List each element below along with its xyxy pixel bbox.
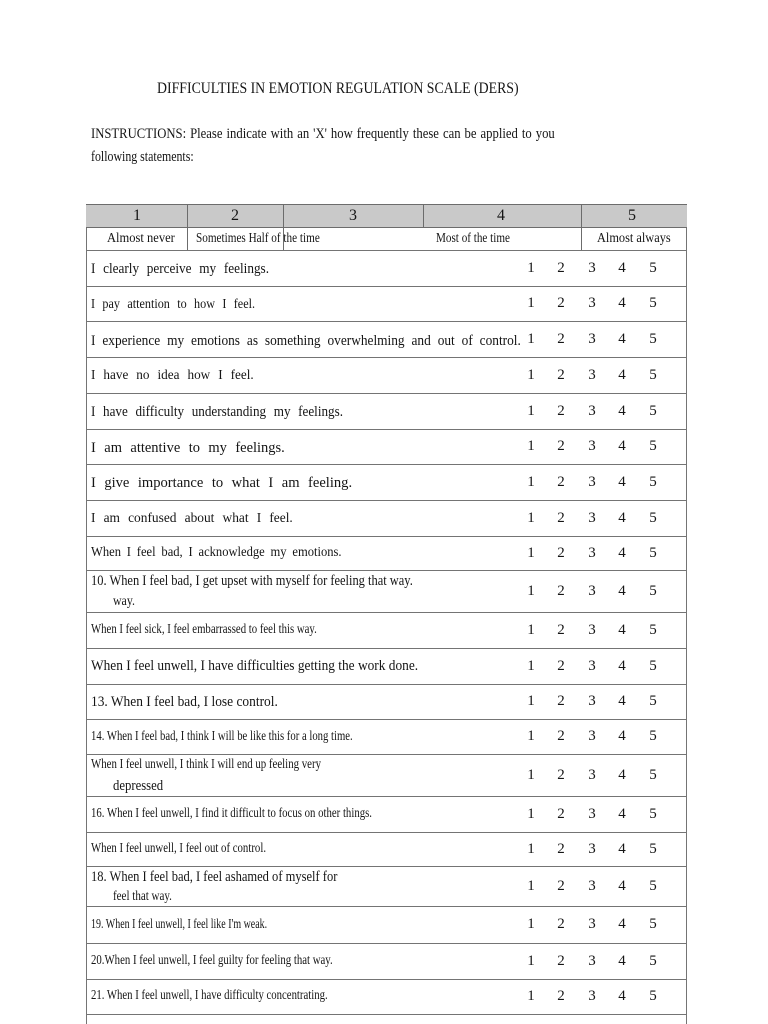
rating-option-2: 2 bbox=[557, 877, 565, 894]
scale-number-1: 1 bbox=[133, 207, 141, 224]
rating-option-1: 1 bbox=[527, 728, 535, 744]
rating-option-2: 2 bbox=[557, 259, 565, 276]
rating-option-5: 5 bbox=[649, 988, 657, 1004]
rating-option-2: 2 bbox=[557, 805, 565, 822]
rating-option-5: 5 bbox=[649, 805, 657, 822]
rating-option-5: 5 bbox=[649, 544, 657, 561]
rating-option-4: 4 bbox=[618, 509, 626, 526]
rating-option-4: 4 bbox=[618, 728, 626, 744]
rating-option-1: 1 bbox=[527, 952, 535, 969]
statement-row bbox=[86, 943, 687, 979]
rating-option-2: 2 bbox=[557, 952, 565, 969]
rating-option-2: 2 bbox=[557, 366, 565, 383]
statement-text: I clearly perceive my feelings. bbox=[91, 260, 270, 277]
statement-row bbox=[86, 832, 687, 866]
statement-text: 21. When I feel unwell, I have difficulty concentrating. bbox=[91, 988, 328, 1003]
rating-option-1: 1 bbox=[527, 693, 535, 709]
rating-option-3: 3 bbox=[588, 402, 596, 419]
rating-option-1: 1 bbox=[527, 621, 535, 638]
statement-row bbox=[86, 429, 687, 464]
scale-number-5: 5 bbox=[628, 207, 636, 224]
rating-option-1: 1 bbox=[527, 438, 535, 454]
statement-text: I experience my emotions as something overwhelming and out of control. bbox=[91, 332, 521, 349]
rating-option-2: 2 bbox=[557, 988, 565, 1004]
rating-option-2: 2 bbox=[557, 402, 565, 419]
rating-option-2: 2 bbox=[557, 621, 565, 638]
rating-option-1: 1 bbox=[527, 259, 535, 276]
table-row-continued bbox=[86, 1014, 687, 1024]
rating-option-3: 3 bbox=[588, 295, 596, 311]
scale-number-4: 4 bbox=[497, 207, 505, 224]
rating-option-3: 3 bbox=[588, 473, 596, 490]
rating-option-5: 5 bbox=[649, 402, 657, 419]
statement-text: 14. When I feel bad, I think I will be like this for a long time. bbox=[91, 729, 353, 744]
rating-option-1: 1 bbox=[527, 330, 535, 347]
statement-row bbox=[86, 648, 687, 684]
statement-row bbox=[86, 796, 687, 832]
scale-number-row bbox=[86, 204, 687, 228]
statement-text: I give importance to what I am feeling. bbox=[91, 474, 353, 491]
rating-option-2: 2 bbox=[557, 295, 565, 311]
statement-row bbox=[86, 500, 687, 536]
rating-option-3: 3 bbox=[588, 544, 596, 561]
rating-option-1: 1 bbox=[527, 766, 535, 783]
rating-option-3: 3 bbox=[588, 582, 596, 599]
rating-option-4: 4 bbox=[618, 877, 626, 894]
rating-option-1: 1 bbox=[527, 582, 535, 599]
column-divider bbox=[423, 204, 424, 227]
rating-option-4: 4 bbox=[618, 766, 626, 783]
rating-option-4: 4 bbox=[618, 988, 626, 1004]
rating-option-5: 5 bbox=[649, 766, 657, 783]
rating-option-2: 2 bbox=[557, 766, 565, 783]
rating-option-1: 1 bbox=[527, 877, 535, 894]
rating-option-5: 5 bbox=[649, 366, 657, 383]
column-divider bbox=[187, 204, 188, 250]
rating-option-4: 4 bbox=[618, 438, 626, 454]
rating-option-5: 5 bbox=[649, 259, 657, 276]
statement-row bbox=[86, 250, 687, 286]
rating-option-3: 3 bbox=[588, 988, 596, 1004]
rating-option-5: 5 bbox=[649, 473, 657, 490]
scale-label-almost-always: Almost always bbox=[597, 231, 671, 246]
statement-row bbox=[86, 286, 687, 321]
rating-option-5: 5 bbox=[649, 840, 657, 857]
rating-option-4: 4 bbox=[618, 916, 626, 932]
statement-text: I am attentive to my feelings. bbox=[91, 439, 285, 456]
statement-text-continued: depressed bbox=[113, 777, 164, 794]
rating-option-3: 3 bbox=[588, 438, 596, 454]
statement-text: When I feel bad, I acknowledge my emotions. bbox=[91, 545, 342, 560]
statement-text: I have no idea how I feel. bbox=[91, 368, 254, 383]
statement-row bbox=[86, 536, 687, 570]
rating-option-2: 2 bbox=[557, 438, 565, 454]
rating-option-3: 3 bbox=[588, 877, 596, 894]
rating-option-5: 5 bbox=[649, 330, 657, 347]
statement-row bbox=[86, 570, 687, 612]
scale-number-3: 3 bbox=[349, 207, 357, 224]
statement-text: 20.When I feel unwell, I feel guilty for feeling that way. bbox=[91, 953, 333, 968]
rating-option-2: 2 bbox=[557, 728, 565, 744]
rating-option-2: 2 bbox=[557, 330, 565, 347]
rating-option-2: 2 bbox=[557, 916, 565, 932]
statement-row bbox=[86, 754, 687, 796]
rating-option-3: 3 bbox=[588, 693, 596, 709]
rating-option-1: 1 bbox=[527, 366, 535, 383]
statement-text: When I feel unwell, I think I will end up feeling very bbox=[91, 757, 322, 772]
statement-row bbox=[86, 612, 687, 648]
rating-option-1: 1 bbox=[527, 840, 535, 857]
rating-option-5: 5 bbox=[649, 693, 657, 709]
rating-option-1: 1 bbox=[527, 509, 535, 526]
rating-option-5: 5 bbox=[649, 621, 657, 638]
statement-row bbox=[86, 719, 687, 754]
rating-option-5: 5 bbox=[649, 877, 657, 894]
rating-option-4: 4 bbox=[618, 582, 626, 599]
statement-text: When I feel unwell, I feel out of control. bbox=[91, 841, 267, 856]
statement-text: When I feel unwell, I have difficulties getting the work done. bbox=[91, 657, 419, 674]
rating-option-2: 2 bbox=[557, 693, 565, 709]
statement-row bbox=[86, 979, 687, 1014]
column-divider bbox=[581, 204, 582, 250]
rating-option-4: 4 bbox=[618, 402, 626, 419]
rating-option-4: 4 bbox=[618, 366, 626, 383]
rating-option-3: 3 bbox=[588, 916, 596, 932]
statement-text-continued: feel that way. bbox=[113, 889, 172, 904]
statement-row bbox=[86, 906, 687, 943]
statement-text: 13. When I feel bad, I lose control. bbox=[91, 693, 278, 710]
rating-option-3: 3 bbox=[588, 657, 596, 674]
rating-option-5: 5 bbox=[649, 582, 657, 599]
rating-option-4: 4 bbox=[618, 693, 626, 709]
statement-text: I pay attention to how I feel. bbox=[91, 297, 256, 312]
scale-label-almost-never: Almost never bbox=[107, 231, 175, 246]
statement-text: 16. When I feel unwell, I find it difficult to focus on other things. bbox=[91, 806, 372, 821]
rating-option-2: 2 bbox=[557, 657, 565, 674]
rating-option-1: 1 bbox=[527, 402, 535, 419]
instructions-line-1: INSTRUCTIONS: Please indicate with an 'X' how frequently these can be applied to you bbox=[91, 126, 555, 142]
statement-row bbox=[86, 866, 687, 906]
statement-row bbox=[86, 321, 687, 357]
rating-option-5: 5 bbox=[649, 952, 657, 969]
rating-option-4: 4 bbox=[618, 952, 626, 969]
scale-label-most-of-the-time: Most of the time bbox=[436, 231, 510, 246]
rating-option-5: 5 bbox=[649, 295, 657, 311]
scale-label-sometimes: Sometimes Half of the time bbox=[196, 231, 320, 246]
rating-option-1: 1 bbox=[527, 295, 535, 311]
rating-option-4: 4 bbox=[618, 805, 626, 822]
statement-row bbox=[86, 393, 687, 429]
rating-option-3: 3 bbox=[588, 952, 596, 969]
statement-text: When I feel sick, I feel embarrassed to feel this way. bbox=[91, 622, 317, 637]
statement-row bbox=[86, 357, 687, 393]
rating-option-1: 1 bbox=[527, 473, 535, 490]
rating-option-4: 4 bbox=[618, 259, 626, 276]
rating-option-4: 4 bbox=[618, 330, 626, 347]
statement-text: I have difficulty understanding my feelings. bbox=[91, 403, 343, 420]
instructions-line-2: following statements: bbox=[91, 149, 194, 165]
rating-option-2: 2 bbox=[557, 473, 565, 490]
rating-option-2: 2 bbox=[557, 840, 565, 857]
scale-number-2: 2 bbox=[231, 207, 239, 224]
rating-option-5: 5 bbox=[649, 438, 657, 454]
rating-option-4: 4 bbox=[618, 621, 626, 638]
rating-option-3: 3 bbox=[588, 509, 596, 526]
rating-option-5: 5 bbox=[649, 728, 657, 744]
rating-option-1: 1 bbox=[527, 916, 535, 932]
rating-option-2: 2 bbox=[557, 509, 565, 526]
statement-text: I am confused about what I feel. bbox=[91, 511, 293, 526]
rating-option-3: 3 bbox=[588, 621, 596, 638]
rating-option-3: 3 bbox=[588, 366, 596, 383]
rating-option-3: 3 bbox=[588, 259, 596, 276]
rating-option-5: 5 bbox=[649, 509, 657, 526]
document-title: DIFFICULTIES IN EMOTION REGULATION SCALE (DERS) bbox=[157, 80, 519, 97]
rating-option-3: 3 bbox=[588, 840, 596, 857]
rating-option-5: 5 bbox=[649, 657, 657, 674]
statement-row bbox=[86, 684, 687, 719]
statement-row bbox=[86, 464, 687, 500]
rating-option-4: 4 bbox=[618, 840, 626, 857]
statement-text: 18. When I feel bad, I feel ashamed of myself for bbox=[91, 868, 338, 885]
rating-option-4: 4 bbox=[618, 657, 626, 674]
statement-text: 10. When I feel bad, I get upset with myself for feeling that way. bbox=[91, 572, 413, 589]
statement-text: 19. When I feel unwell, I feel like I'm weak. bbox=[91, 917, 268, 932]
rating-option-1: 1 bbox=[527, 657, 535, 674]
rating-option-2: 2 bbox=[557, 544, 565, 561]
rating-option-3: 3 bbox=[588, 728, 596, 744]
rating-option-1: 1 bbox=[527, 805, 535, 822]
rating-option-4: 4 bbox=[618, 473, 626, 490]
rating-option-1: 1 bbox=[527, 988, 535, 1004]
rating-option-5: 5 bbox=[649, 916, 657, 932]
statement-text-continued: way. bbox=[113, 594, 135, 609]
rating-option-3: 3 bbox=[588, 330, 596, 347]
rating-option-2: 2 bbox=[557, 582, 565, 599]
rating-option-4: 4 bbox=[618, 544, 626, 561]
rating-option-1: 1 bbox=[527, 544, 535, 561]
rating-option-4: 4 bbox=[618, 295, 626, 311]
rating-option-3: 3 bbox=[588, 805, 596, 822]
rating-option-3: 3 bbox=[588, 766, 596, 783]
